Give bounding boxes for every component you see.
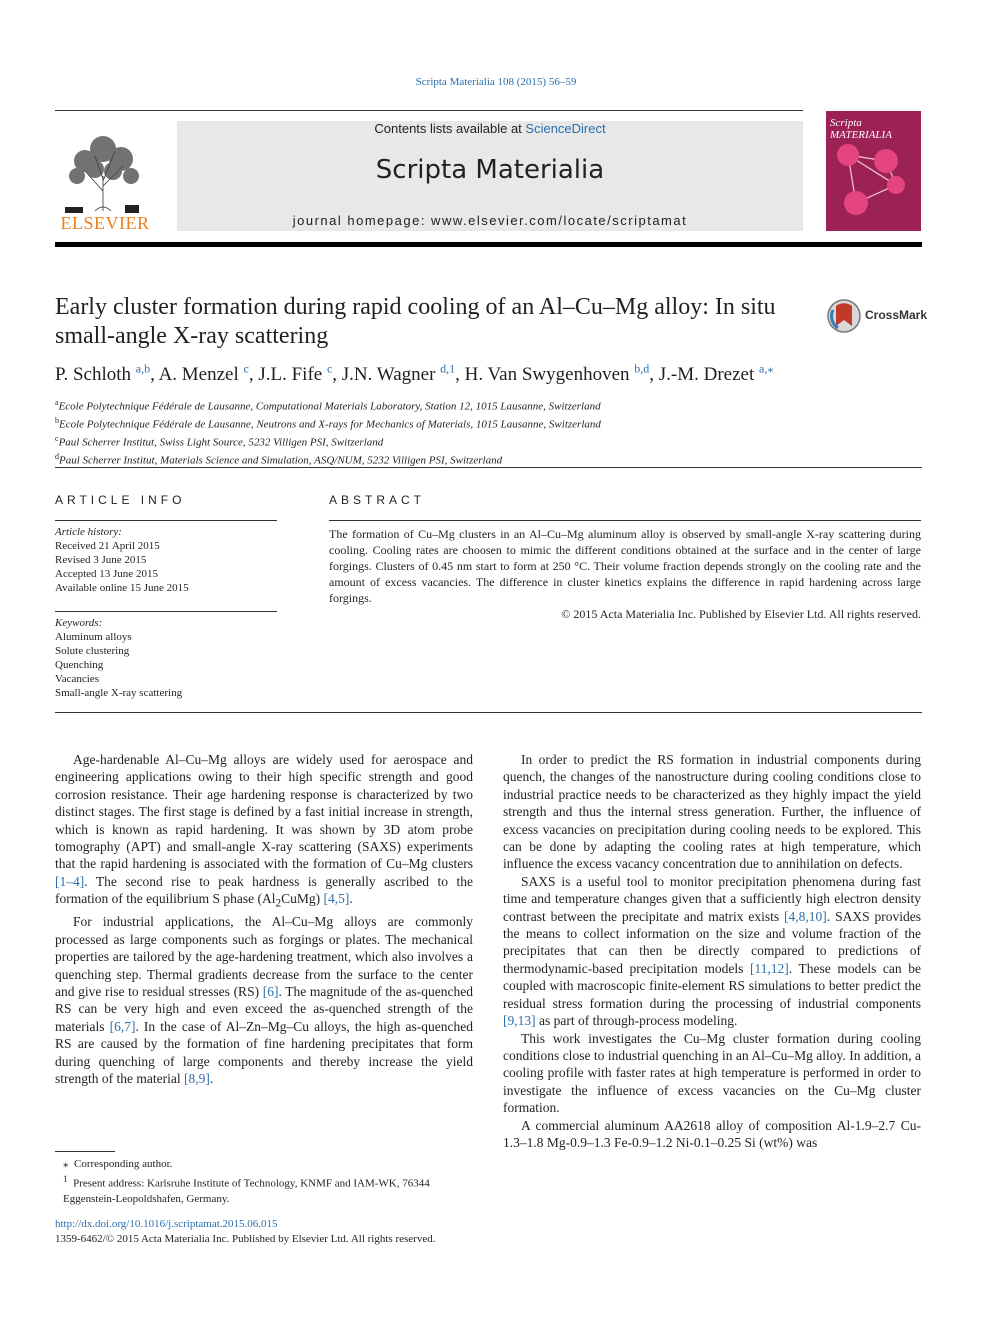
footnote [55,1157,473,1172]
author-sep: , [649,364,659,386]
body-column-left [55,751,473,1087]
header-thick-rule [55,242,922,247]
journal-banner [177,121,803,231]
affiliation-rule [55,467,922,468]
article-info-heading: ARTICLE INFO [55,493,186,507]
author-affil-sup[interactable]: c [243,362,249,376]
body-text: For industrial applications, the Al–Cu–Mg alloys are commonly processed as large components such as forgings or plates. The mechanical properties are tailored by the age-hardening treatment, which also involves a quenching step. Thermal gradients decrease from the surface to the center and give rise to residual stresses (RS) [55,914,473,999]
reference-link[interactable]: [6,7] [109,1018,136,1034]
body-text: CuMg) [281,891,324,907]
body-text: . [349,891,353,907]
author-name: J.N. Wagner [341,364,436,386]
cover-title: Scripta MATERIALIA [830,117,892,141]
history-item: Available online 15 June 2015 [55,582,189,594]
author-list [55,362,925,386]
keywords-rule [55,611,277,612]
journal-cover[interactable] [826,111,921,231]
author-name: J.L. Fife [258,364,323,386]
body-text: Age-hardenable Al–Cu–Mg alloys are widely used for aerospace and engineering applications owing to their high specific strength and good corrosion resistance. Their age hardening response is characterized by two distinct stages. The first stage is defined by a fast initial increase in strength, which is known as rapid hardening. It was shown by 3D atom probe tomography (APT) and small-angle X-ray scattering (SAXS) experiments that the rapid hardening is associated with the formation of Cu–Mg clusters [55,752,473,872]
reference-link[interactable]: [9,13] [503,1013,536,1029]
article-history [55,525,189,595]
body-paragraph [503,751,921,873]
crossmark-label: CrossMark [865,308,928,322]
author-affil-sup[interactable]: a,⁎ [759,362,774,376]
affiliation [55,450,601,468]
keyword: Quenching [55,659,104,671]
reference-link[interactable]: [11,12] [749,960,789,976]
body-text: This work investigates the Cu–Mg cluster formation during cooling conditions close to industrial quenching in an Al–Cu–Mg alloy. In addition, a cooling profile with faster rates at high temperature is performed in order to investigate the influence of excess vacancies on the Cu–Mg cluster formation. [503,1030,921,1116]
author-sep: , [455,364,465,386]
author-name: H. Van Swygenhoven [464,364,630,386]
body-text: . The second rise to peak hardness is generally ascribed to the formation of the equilibrium S phase (Al [55,873,473,907]
author[interactable] [659,364,774,385]
article-info-rule [55,520,277,521]
header-rule [55,110,803,111]
history-label: Article history: [55,526,122,538]
author-affil-sup[interactable]: b,d [634,362,650,376]
author[interactable] [55,364,159,385]
footnote [55,1172,473,1207]
reference-link[interactable]: [6] [262,983,279,999]
affiliation-key: d [55,452,59,462]
author-sep: , [150,364,159,386]
author[interactable] [258,364,341,385]
body-text: as part of through-process modeling. [535,1013,738,1029]
author-name: A. Menzel [158,364,239,386]
author-name: P. Schloth [55,364,132,386]
body-text: In order to predict the RS formation in industrial components during quench, the changes of the nanostructure during cooling conditions close to industrial practice needs to be characterized as they highly impact the yield strength and thus the internal stress generation. Further, the influence of excess vacancies on precipitation during cooling needs to be explored. This can be done by adapting the cooling rates at high temperature, which influence the excess vacancy concentration due to annihilation on defects. [503,752,921,872]
elsevier-wordmark: ELSEVIER [60,213,150,233]
author[interactable] [159,364,259,385]
keyword: Vacancies [55,673,99,685]
keyword: Small-angle X-ray scattering [55,687,183,699]
abstract-heading: ABSTRACT [329,493,426,507]
body-text: . [209,1071,214,1086]
issn-line: 1359-6462/© 2015 Acta Materialia Inc. Published by Elsevier Ltd. All rights reserved. [55,1233,436,1245]
author-name: J.-M. Drezet [658,364,755,386]
body-text: . SAXS provides the means to collect information on the size and volume fraction of the precipitates that can then be directly compared to predictions of thermodynamic-based precipitation models [503,908,922,976]
affiliations [55,396,601,469]
doi-block [55,1217,435,1247]
affiliation [55,432,601,450]
affiliation-text: Ecole Polytechnique Fédérale de Lausanne, Neutrons and X-rays for Mechanics of Materials, 1015 Lausanne, Switzerland [59,418,601,431]
body-paragraph [503,1117,921,1152]
journal-citation[interactable]: Scripta Materialia 108 (2015) 56–59 [415,76,577,88]
contents-line [177,121,803,136]
crossmark-icon [826,298,862,334]
affiliation-key: a [55,398,59,407]
keyword: Solute clustering [55,645,130,657]
author-affil-sup[interactable]: a,b [135,362,151,376]
keywords [55,616,182,700]
crossmark-badge[interactable] [826,298,926,334]
elsevier-logo[interactable] [55,121,155,231]
author-sep: , [332,364,342,386]
front-matter-rule [55,712,922,713]
sciencedirect-link[interactable]: ScienceDirect [525,121,606,136]
body-paragraph [503,1030,921,1117]
reference-link[interactable]: [1–4] [55,873,85,889]
affiliation-key: b [55,416,59,426]
body-paragraph [55,751,473,913]
cover-graphic-icon [826,133,921,231]
footnote-text: Corresponding author. [74,1158,173,1170]
keywords-label: Keywords: [55,617,103,629]
affiliation [55,396,601,414]
journal-homepage[interactable]: journal homepage: www.elsevier.com/locate/scriptamat [292,213,688,228]
author[interactable] [465,364,659,385]
reference-link[interactable]: [4,8,10] [784,908,827,924]
author[interactable] [342,364,465,385]
history-item: Received 21 April 2015 [55,540,160,552]
footnote-mark: 1 [63,1174,68,1184]
subscript: 2 [275,897,282,910]
author-affil-sup[interactable]: c [326,362,333,376]
abstract-text: The formation of Cu–Mg clusters in an Al–Cu–Mg aluminum alloy is observed by small-angle X-ray scattering during cooling. Cooling rates are choosen to mimic the different conditions obtained at the surface and in the center of large forgings. Clusters of 0.45 nm start to form at 250 °C. Their volume fraction depends strongly on the cooling rate and the amount of excess vacancies. The difference in cluster kinetics explains the difference in rapid hardening across large forgings. [329,527,921,605]
body-text: A commercial aluminum AA2618 alloy of composition Al-1.9–2.7 Cu-1.3–1.8 Mg-0.9–1.3 Fe-0.9–1.2 Ni-0.1–0.25 Si (wt%) was [503,1117,921,1150]
affiliation-text: Ecole Polytechnique Fédérale de Lausanne, Computational Materials Laboratory, Station 12, 1015 Lausanne, Switzerland [58,400,601,413]
affiliation [55,414,601,432]
reference-link[interactable]: [4,5] [323,891,350,907]
abstract-rule [329,520,921,521]
keyword: Aluminum alloys [55,631,132,643]
footnote-mark: ⁎ [63,1158,69,1170]
reference-link[interactable]: [8,9] [183,1071,210,1086]
author-sep: , [248,364,259,386]
body-paragraph [503,873,921,1030]
footnote-text: Present address: Karlsruhe Institute of Technology, KNMF and IAM-WK, 76344 Eggenstein-Leopoldshafen, Germany. [63,1177,430,1205]
affiliation-key: c [55,434,59,444]
abstract [329,526,921,622]
footnotes [55,1157,473,1207]
journal-name: Scripta Materialia [375,155,605,185]
footnote-rule [55,1151,115,1152]
body-column-right [503,751,921,1151]
body-text: . In the case of Al–Zn–Mg–Cu alloys, the high as-quenched RS are caused by the formation of fine hardening precipitates that form during quenching of large components and thereby increase the yield strength of the material [55,1018,473,1086]
contents-prefix: Contents lists available at [374,121,526,136]
affiliation-text: Paul Scherrer Institut, Swiss Light Source, 5232 Villigen PSI, Switzerland [58,436,384,449]
author-affil-sup[interactable]: d,1 [440,362,456,376]
affiliation-text: Paul Scherrer Institut, Materials Science and Simulation, ASQ/NUM, 5232 Villigen PSI, Switzerland [59,455,503,468]
doi-link[interactable]: http://dx.doi.org/10.1016/j.scriptamat.2015.06.015 [55,1218,278,1230]
body-paragraph [55,913,473,1087]
abstract-copyright: © 2015 Acta Materialia Inc. Published by Elsevier Ltd. All rights reserved. [561,607,921,621]
body-text: . These models can be coupled with macroscopic finite-element RS simulations to better predict the residual stress formation during the processing of industrial components [503,960,921,1011]
body-text: SAXS is a useful tool to monitor precipitation phenomena during fast time and temperature changes given that a sufficiently high electron density contrast between the precipitate and matrix exists [503,873,921,924]
history-item: Accepted 13 June 2015 [55,568,158,580]
history-item: Revised 3 June 2015 [55,554,147,566]
article-title: Early cluster formation during rapid cooling of an Al–Cu–Mg alloy: In situ small-angle X-ray scattering [55,294,776,349]
body-text: . The magnitude of the as-quenched RS can be very high and even exceed the as-quenched strength of the materials [55,983,473,1034]
